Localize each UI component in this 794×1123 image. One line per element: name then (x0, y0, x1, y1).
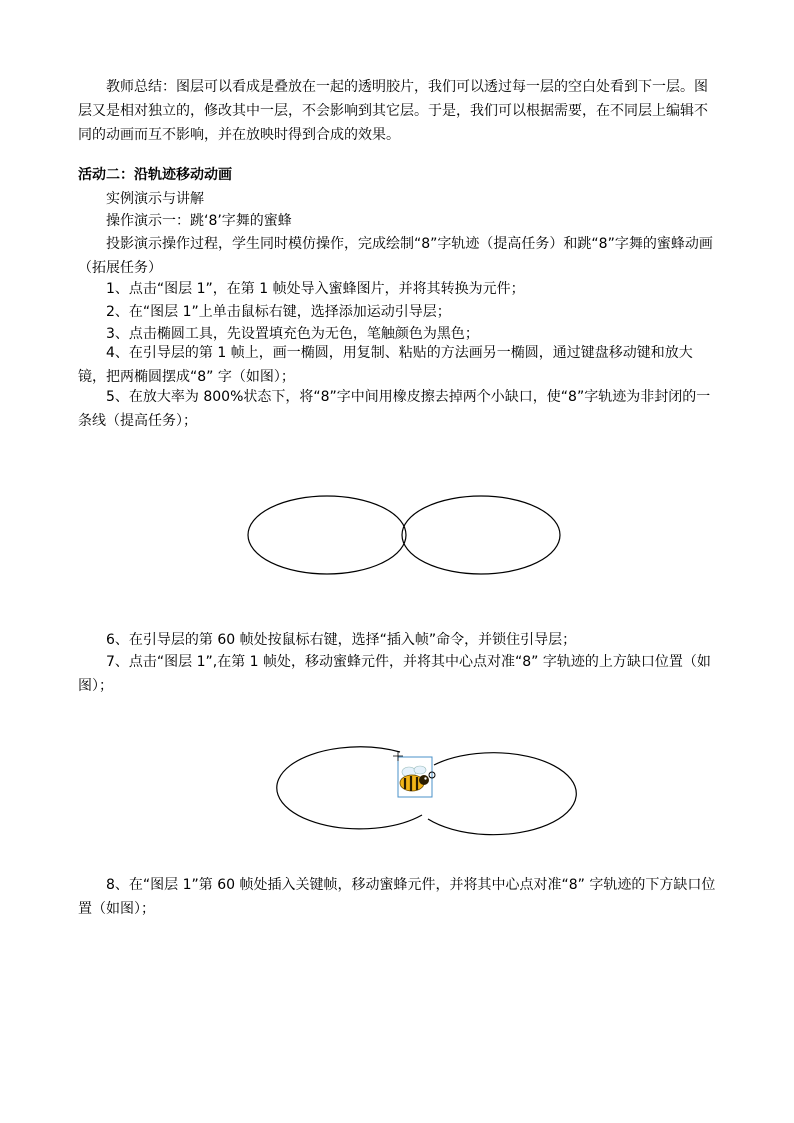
figure-eight-diagram (246, 495, 562, 575)
activity-heading: 活动二：沿轨迹移动动画 (78, 167, 232, 183)
left-track-arc (277, 747, 422, 829)
step-3: 3、点击椭圆工具，先设置填充色为无色，笔触颜色为黑色； (106, 326, 479, 342)
intro-paragraph: 投影演示操作过程，学生同时模仿操作，完成绘制“8”字轨迹（提高任务）和跳“8”字舞的蜜蜂动画（拓展任务） (78, 236, 713, 276)
step-7: 7、点击“图层 1”,在第 1 帧处，移动蜜蜂元件，并将其中心点对准“8” 字轨迹的上方缺口位置（如图）； (78, 654, 711, 694)
step-6: 6、在引导层的第 60 帧处按鼠标右键，选择“插入帧”命令，并锁住引导层； (106, 632, 577, 648)
bee-on-track-diagram (258, 745, 602, 835)
step-8: 8、在“图层 1”第 60 帧处插入关键帧，移动蜜蜂元件，并将其中心点对准“8” 字轨迹的下方缺口位置（如图）； (78, 877, 716, 917)
step-1: 1、点击“图层 1”，在第 1 帧处导入蜜蜂图片，并将其转换为元件； (106, 281, 525, 297)
bee-icon (400, 766, 429, 791)
left-ellipse (248, 496, 406, 574)
right-track-arc (428, 753, 576, 835)
step-4: 4、在引导层的第 1 帧上，画一椭圆，用复制、粘贴的方法画另一椭圆，通过键盘移动键和放大镜，把两椭圆摆成“8” 字（如图）； (78, 345, 693, 385)
example-title: 实例演示与讲解 (106, 191, 204, 207)
step-2: 2、在“图层 1”上单击鼠标右键，选择添加运动引导层； (106, 304, 451, 320)
right-ellipse (402, 496, 560, 574)
step-5: 5、在放大率为 800%状态下，将“8”字中间用橡皮擦去掉两个小缺口，使“8”字轨迹为非封闭的一条线（提高任务）； (78, 389, 711, 429)
crosshair-icon (393, 751, 403, 761)
teacher-summary: 教师总结：图层可以看成是叠放在一起的透明胶片，我们可以透过每一层的空白处看到下一层。图层又是相对独立的，修改其中一层，不会影响到其它层。于是，我们可以根据需要，在不同层上编辑不同的动画而互不影响，并在放映时得到合成的效果。 (78, 79, 708, 143)
demo-title: 操作演示一：跳‘8’字舞的蜜蜂 (106, 213, 292, 229)
